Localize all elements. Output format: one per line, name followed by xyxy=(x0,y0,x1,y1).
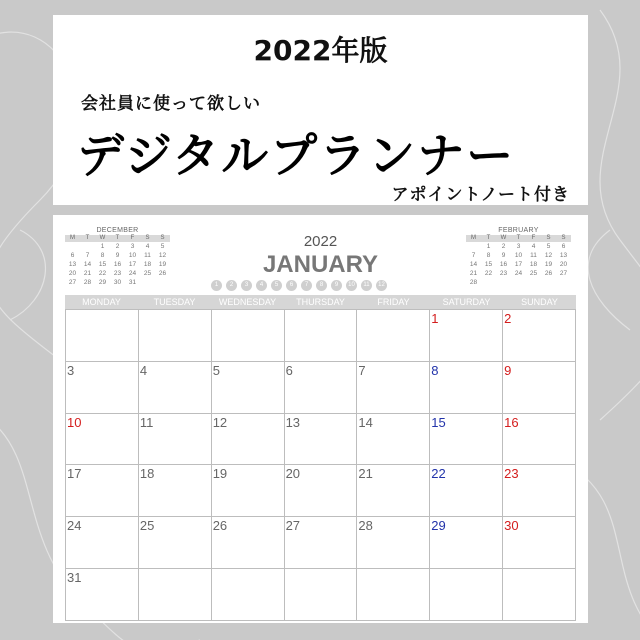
mini-day: 15 xyxy=(484,261,493,268)
mini-day: 27 xyxy=(68,279,77,286)
month-tab-3[interactable]: 3 xyxy=(241,280,252,291)
mini-day: 18 xyxy=(143,261,152,268)
mini-day: 4 xyxy=(531,243,536,250)
mini-day: 18 xyxy=(529,261,538,268)
day-cell[interactable]: 16 xyxy=(503,414,576,466)
day-cell[interactable]: 20 xyxy=(285,465,358,517)
mini-day: 16 xyxy=(499,261,508,268)
mini-weekday-label: S xyxy=(145,235,150,241)
mini-day: 11 xyxy=(530,252,537,259)
mini-day: 24 xyxy=(128,270,137,277)
day-cell[interactable]: 27 xyxy=(285,517,358,569)
day-cell[interactable] xyxy=(285,569,358,621)
mini-day: 19 xyxy=(158,261,167,268)
mini-day: 13 xyxy=(68,261,77,268)
mini-weekday-label: S xyxy=(546,235,551,241)
day-cell[interactable]: 5 xyxy=(212,362,285,414)
mini-day: 4 xyxy=(145,243,150,250)
day-cell[interactable]: 8 xyxy=(430,362,503,414)
mini-day: 10 xyxy=(514,252,523,259)
mini-day: 13 xyxy=(559,252,568,259)
banner-subtitle: 会社員に使って欲しい xyxy=(81,94,261,114)
weekday-header xyxy=(65,295,576,309)
mini-day: 30 xyxy=(113,279,122,286)
month-tab-1[interactable]: 1 xyxy=(211,280,222,291)
title-banner xyxy=(53,15,588,205)
day-cell[interactable]: 10 xyxy=(66,414,139,466)
weekday-label: SATURDAY xyxy=(442,297,491,307)
day-cell[interactable]: 18 xyxy=(139,465,212,517)
day-cell[interactable] xyxy=(503,569,576,621)
mini-day: 20 xyxy=(68,270,77,277)
day-cell[interactable]: 14 xyxy=(357,414,430,466)
mini-day: 26 xyxy=(158,270,167,277)
month-tab-4[interactable]: 4 xyxy=(256,280,267,291)
mini-day: 12 xyxy=(544,252,553,259)
month-tab-8[interactable]: 8 xyxy=(316,280,327,291)
mini-day: 17 xyxy=(128,261,137,268)
day-cell[interactable] xyxy=(139,569,212,621)
mini-day: 28 xyxy=(469,279,478,286)
day-cell[interactable]: 19 xyxy=(212,465,285,517)
mini-day xyxy=(496,278,511,287)
mini-day: 24 xyxy=(514,270,523,277)
mini-weekday-label: F xyxy=(130,235,135,241)
day-cell[interactable]: 13 xyxy=(285,414,358,466)
day-cell[interactable]: 21 xyxy=(357,465,430,517)
mini-day: 1 xyxy=(100,243,105,250)
month-tab-7[interactable]: 7 xyxy=(301,280,312,291)
day-cell[interactable]: 17 xyxy=(66,465,139,517)
day-cell[interactable]: 24 xyxy=(66,517,139,569)
mini-day: 8 xyxy=(100,252,105,259)
calendar-sheet xyxy=(53,215,588,623)
mini-day: 15 xyxy=(98,261,107,268)
mini-day xyxy=(481,278,496,287)
day-cell[interactable] xyxy=(285,310,358,362)
day-cell[interactable]: 28 xyxy=(357,517,430,569)
month-tab-5[interactable]: 5 xyxy=(271,280,282,291)
month-tab-9[interactable]: 9 xyxy=(331,280,342,291)
month-tab-10[interactable]: 10 xyxy=(346,280,357,291)
month-tab-11[interactable]: 11 xyxy=(361,280,372,291)
day-cell[interactable]: 3 xyxy=(66,362,139,414)
mini-day: 25 xyxy=(529,270,538,277)
mini-day: 14 xyxy=(469,261,478,268)
banner-year: 2022年版 xyxy=(253,34,388,67)
mini-weekday-label: S xyxy=(561,235,566,241)
mini-day: 2 xyxy=(501,243,506,250)
mini-weekday-label: W xyxy=(99,235,106,241)
mini-day: 7 xyxy=(471,252,476,259)
calendar-month: JANUARY xyxy=(262,251,379,278)
day-cell[interactable]: 11 xyxy=(139,414,212,466)
mini-day: 10 xyxy=(128,252,137,259)
day-cell[interactable]: 12 xyxy=(212,414,285,466)
mini-day: 31 xyxy=(128,279,137,286)
mini-weekday-label: T xyxy=(516,235,521,241)
day-cell[interactable]: 23 xyxy=(503,465,576,517)
day-cell[interactable]: 6 xyxy=(285,362,358,414)
day-cell[interactable]: 29 xyxy=(430,517,503,569)
day-cell[interactable]: 15 xyxy=(430,414,503,466)
mini-day: 26 xyxy=(544,270,553,277)
mini-day: 12 xyxy=(158,252,167,259)
mini-day: 14 xyxy=(83,261,92,268)
mini-day: 7 xyxy=(85,252,90,259)
day-cell[interactable] xyxy=(357,569,430,621)
weekday-label: SUNDAY xyxy=(521,297,558,307)
day-cell[interactable]: 9 xyxy=(503,362,576,414)
mini-day: 28 xyxy=(83,279,92,286)
day-cell[interactable] xyxy=(212,569,285,621)
mini-day: 9 xyxy=(115,252,120,259)
day-cell[interactable]: 30 xyxy=(503,517,576,569)
weekday-label: FRIDAY xyxy=(377,297,410,307)
mini-day: 5 xyxy=(546,243,551,250)
mini-day: 5 xyxy=(160,243,165,250)
weekday-label: THURSDAY xyxy=(296,297,345,307)
day-cell[interactable] xyxy=(212,310,285,362)
day-cell[interactable]: 1 xyxy=(430,310,503,362)
mini-day: 29 xyxy=(98,279,107,286)
mini-weekday-label: W xyxy=(500,235,507,241)
mini-day: 9 xyxy=(501,252,506,259)
mini-day: 27 xyxy=(559,270,568,277)
mini-day: 19 xyxy=(544,261,553,268)
day-cell[interactable]: 2 xyxy=(503,310,576,362)
mini-weekday-label: T xyxy=(85,235,90,241)
mini-day: 22 xyxy=(98,270,107,277)
calendar-year: 2022 xyxy=(303,233,338,250)
month-tabs xyxy=(211,280,387,291)
mini-day: 23 xyxy=(113,270,122,277)
mini-day: 21 xyxy=(83,270,92,277)
month-tab-12[interactable]: 12 xyxy=(376,280,387,291)
mini-day: 21 xyxy=(469,270,478,277)
mini-weekday-label: M xyxy=(471,235,476,241)
mini-day xyxy=(140,278,155,287)
mini-day xyxy=(556,278,571,287)
day-cell[interactable] xyxy=(430,569,503,621)
mini-day xyxy=(155,278,170,287)
mini-day: 11 xyxy=(144,252,151,259)
month-tab-6[interactable]: 6 xyxy=(286,280,297,291)
day-cell[interactable]: 31 xyxy=(66,569,139,621)
day-cell[interactable] xyxy=(66,310,139,362)
month-tab-2[interactable]: 2 xyxy=(226,280,237,291)
weekday-label: MONDAY xyxy=(82,297,121,307)
mini-weekday-label: M xyxy=(70,235,75,241)
day-cell[interactable]: 4 xyxy=(139,362,212,414)
mini-day: 1 xyxy=(486,243,491,250)
weekday-label: WEDNESDAY xyxy=(218,297,277,307)
banner-main-title: デジタルプランナー xyxy=(77,129,516,184)
mini-day: 16 xyxy=(113,261,122,268)
mini-day: 3 xyxy=(516,243,521,250)
mini-weekday-label: F xyxy=(531,235,536,241)
day-cell[interactable]: 26 xyxy=(212,517,285,569)
mini-day xyxy=(526,278,541,287)
mini-day: 8 xyxy=(486,252,491,259)
mini-day: 25 xyxy=(143,270,152,277)
mini-weekday-label: T xyxy=(486,235,491,241)
mini-day: 6 xyxy=(561,243,566,250)
mini-day xyxy=(511,278,526,287)
mini-calendar-title: DECEMBER xyxy=(96,227,139,234)
mini-weekday-label: T xyxy=(115,235,120,241)
day-cell[interactable]: 22 xyxy=(430,465,503,517)
mini-day: 20 xyxy=(559,261,568,268)
day-cell[interactable] xyxy=(139,310,212,362)
banner-tagline: アポイントノート付き xyxy=(391,185,570,205)
mini-day: 17 xyxy=(514,261,523,268)
mini-day: 3 xyxy=(130,243,135,250)
mini-day xyxy=(541,278,556,287)
mini-day: 22 xyxy=(484,270,493,277)
mini-day: 2 xyxy=(115,243,120,250)
day-cell[interactable]: 25 xyxy=(139,517,212,569)
day-cell[interactable] xyxy=(357,310,430,362)
day-cell[interactable]: 7 xyxy=(357,362,430,414)
mini-day: 6 xyxy=(70,252,75,259)
weekday-label: TUESDAY xyxy=(153,297,196,307)
month-grid xyxy=(65,309,576,621)
mini-day: 23 xyxy=(499,270,508,277)
mini-calendar-title: FEBRUARY xyxy=(498,227,539,234)
mini-weekday-label: S xyxy=(160,235,165,241)
